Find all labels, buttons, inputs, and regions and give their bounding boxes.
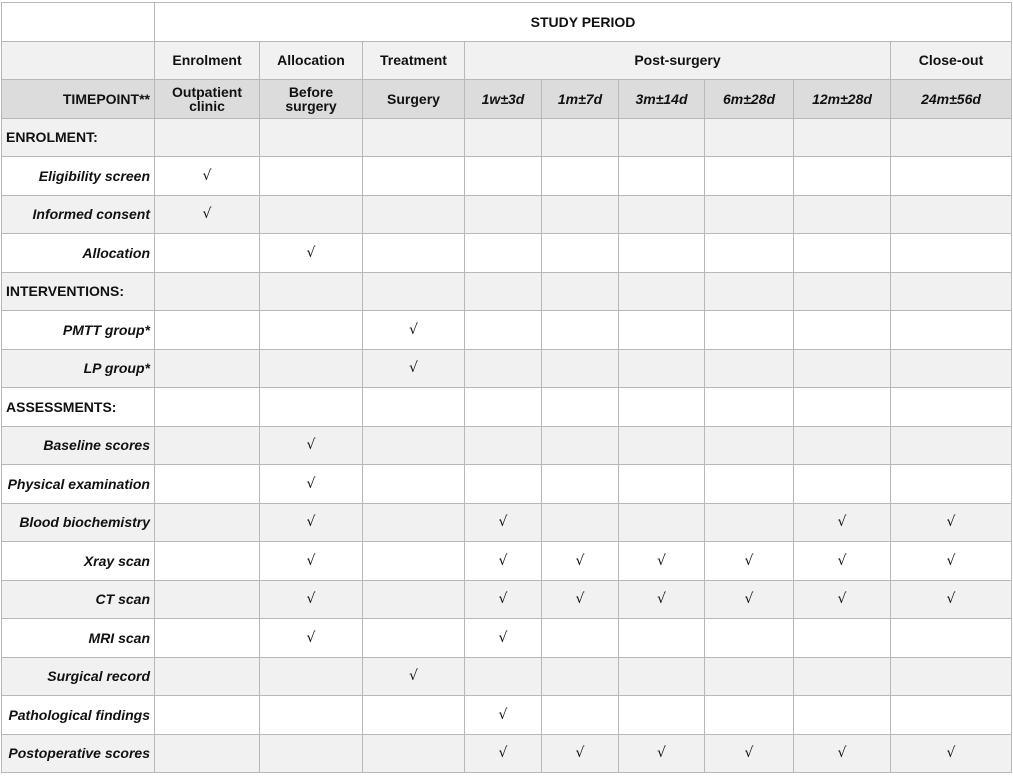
empty-cell: [465, 234, 542, 273]
empty-cell: [705, 696, 794, 735]
empty-cell: [705, 272, 794, 311]
empty-cell: [260, 388, 363, 427]
check-mark: √: [465, 580, 542, 619]
empty-cell: [260, 311, 363, 350]
check-mark: √: [705, 580, 794, 619]
empty-cell: [619, 272, 705, 311]
section-label: INTERVENTIONS:: [2, 272, 155, 311]
empty-cell: [705, 465, 794, 504]
check-mark: √: [260, 503, 363, 542]
section-label: ASSESSMENTS:: [2, 388, 155, 427]
row-label: Pathological findings: [2, 696, 155, 735]
empty-cell: [619, 465, 705, 504]
empty-cell: [155, 503, 260, 542]
empty-cell: [363, 503, 465, 542]
check-mark: √: [891, 542, 1012, 581]
empty-cell: [705, 657, 794, 696]
empty-cell: [891, 426, 1012, 465]
empty-cell: [542, 426, 619, 465]
timepoint-24m: 24m±56d: [891, 80, 1012, 119]
row-label: MRI scan: [2, 619, 155, 658]
empty-cell: [363, 580, 465, 619]
empty-cell: [465, 195, 542, 234]
row-label: Blood biochemistry: [2, 503, 155, 542]
schedule-row: [2, 272, 1012, 311]
empty-cell: [619, 349, 705, 388]
check-mark: √: [705, 734, 794, 773]
empty-cell: [542, 503, 619, 542]
empty-cell: [465, 388, 542, 427]
empty-cell: [705, 234, 794, 273]
schedule-row: [2, 696, 1012, 735]
check-mark: √: [794, 542, 891, 581]
row-label: Baseline scores: [2, 426, 155, 465]
check-mark: √: [542, 542, 619, 581]
empty-cell: [705, 195, 794, 234]
empty-cell: [155, 657, 260, 696]
spirit-schedule-table: [1, 2, 1012, 773]
empty-cell: [363, 195, 465, 234]
empty-cell: [794, 349, 891, 388]
empty-cell: [619, 195, 705, 234]
empty-cell: [542, 195, 619, 234]
empty-cell: [363, 734, 465, 773]
empty-cell: [619, 157, 705, 196]
check-mark: √: [891, 503, 1012, 542]
check-mark: √: [260, 465, 363, 504]
check-mark: √: [794, 503, 891, 542]
row-label: Allocation: [2, 234, 155, 273]
empty-cell: [260, 734, 363, 773]
empty-cell: [363, 426, 465, 465]
empty-cell: [155, 311, 260, 350]
empty-cell: [155, 272, 260, 311]
empty-cell: [155, 118, 260, 157]
empty-cell: [260, 696, 363, 735]
check-mark: √: [542, 734, 619, 773]
empty-cell: [465, 118, 542, 157]
schedule-row: [2, 195, 1012, 234]
empty-cell: [155, 234, 260, 273]
schedule-row: [2, 234, 1012, 273]
empty-cell: [705, 388, 794, 427]
schedule-row: [2, 157, 1012, 196]
empty-cell: [542, 657, 619, 696]
empty-cell: [465, 465, 542, 504]
empty-cell: [891, 311, 1012, 350]
empty-cell: [260, 272, 363, 311]
check-mark: √: [363, 349, 465, 388]
empty-cell: [363, 118, 465, 157]
empty-cell: [619, 311, 705, 350]
empty-cell: [155, 465, 260, 504]
schedule-row: [2, 349, 1012, 388]
check-mark: √: [465, 503, 542, 542]
timepoint-label: TIMEPOINT**: [2, 80, 155, 119]
empty-cell: [891, 157, 1012, 196]
empty-cell: [363, 696, 465, 735]
schedule-row: [2, 465, 1012, 504]
check-mark: √: [619, 734, 705, 773]
row-label: PMTT group*: [2, 311, 155, 350]
schedule-row: [2, 580, 1012, 619]
empty-cell: [465, 349, 542, 388]
phase-close-out: Close-out: [891, 41, 1012, 80]
timepoint-before-surgery: Before surgery: [260, 80, 363, 119]
schedule-row: [2, 118, 1012, 157]
row-label: Xray scan: [2, 542, 155, 581]
empty-cell: [363, 157, 465, 196]
check-mark: √: [363, 311, 465, 350]
timepoint-surgery: Surgery: [363, 80, 465, 119]
empty-cell: [619, 696, 705, 735]
check-mark: √: [891, 580, 1012, 619]
empty-cell: [260, 349, 363, 388]
empty-cell: [465, 272, 542, 311]
check-mark: √: [465, 542, 542, 581]
section-label: ENROLMENT:: [2, 118, 155, 157]
empty-cell: [705, 426, 794, 465]
empty-cell: [542, 388, 619, 427]
empty-cell: [705, 349, 794, 388]
empty-cell: [794, 118, 891, 157]
empty-cell: [155, 580, 260, 619]
phase-enrolment: Enrolment: [155, 41, 260, 80]
corner-cell: [2, 3, 155, 42]
row-label: Surgical record: [2, 657, 155, 696]
timepoint-3m: 3m±14d: [619, 80, 705, 119]
check-mark: √: [465, 734, 542, 773]
empty-cell: [794, 272, 891, 311]
empty-cell: [155, 388, 260, 427]
empty-cell: [465, 657, 542, 696]
empty-cell: [619, 503, 705, 542]
empty-cell: [705, 157, 794, 196]
check-mark: √: [155, 195, 260, 234]
empty-cell: [155, 734, 260, 773]
empty-cell: [705, 619, 794, 658]
empty-cell: [619, 234, 705, 273]
empty-cell: [465, 426, 542, 465]
empty-cell: [363, 272, 465, 311]
check-mark: √: [260, 619, 363, 658]
schedule-row: [2, 734, 1012, 773]
study-period-row: [2, 3, 1012, 42]
check-mark: √: [465, 696, 542, 735]
empty-cell: [891, 195, 1012, 234]
empty-cell: [891, 388, 1012, 427]
empty-cell: [155, 619, 260, 658]
empty-cell: [363, 542, 465, 581]
empty-cell: [794, 426, 891, 465]
empty-cell: [794, 388, 891, 427]
empty-cell: [891, 465, 1012, 504]
empty-cell: [542, 118, 619, 157]
empty-cell: [891, 619, 1012, 658]
timepoint-6m: 6m±28d: [705, 80, 794, 119]
empty-cell: [619, 619, 705, 658]
schedule-row: [2, 657, 1012, 696]
empty-cell: [542, 349, 619, 388]
empty-cell: [794, 619, 891, 658]
empty-cell: [794, 234, 891, 273]
check-mark: √: [260, 234, 363, 273]
empty-cell: [542, 465, 619, 504]
check-mark: √: [465, 619, 542, 658]
study-period-header: STUDY PERIOD: [155, 3, 1012, 42]
row-label: LP group*: [2, 349, 155, 388]
empty-cell: [260, 195, 363, 234]
empty-cell: [542, 311, 619, 350]
schedule-row: [2, 542, 1012, 581]
timepoint-1w: 1w±3d: [465, 80, 542, 119]
empty-cell: [705, 118, 794, 157]
empty-cell: [542, 696, 619, 735]
schedule-row: [2, 619, 1012, 658]
empty-cell: [794, 696, 891, 735]
empty-cell: [155, 426, 260, 465]
check-mark: √: [363, 657, 465, 696]
empty-cell: [619, 426, 705, 465]
timepoint-1m: 1m±7d: [542, 80, 619, 119]
empty-cell: [155, 542, 260, 581]
empty-cell: [542, 619, 619, 658]
empty-cell: [260, 157, 363, 196]
phase-allocation: Allocation: [260, 41, 363, 80]
empty-cell: [260, 118, 363, 157]
schedule-row: [2, 426, 1012, 465]
row-label: Postoperative scores: [2, 734, 155, 773]
empty-cell: [542, 234, 619, 273]
check-mark: √: [542, 580, 619, 619]
empty-cell: [891, 657, 1012, 696]
empty-cell: [891, 118, 1012, 157]
empty-cell: [619, 118, 705, 157]
empty-cell: [155, 696, 260, 735]
empty-cell: [363, 465, 465, 504]
phase-treatment: Treatment: [363, 41, 465, 80]
empty-cell: [794, 195, 891, 234]
check-mark: √: [794, 580, 891, 619]
timepoint-row: [2, 80, 1012, 119]
check-mark: √: [260, 542, 363, 581]
check-mark: √: [260, 580, 363, 619]
empty-cell: [891, 696, 1012, 735]
schedule-row: [2, 388, 1012, 427]
empty-cell: [363, 388, 465, 427]
empty-cell: [891, 234, 1012, 273]
check-mark: √: [891, 734, 1012, 773]
empty-cell: [891, 272, 1012, 311]
empty-cell: [794, 657, 891, 696]
phase-corner-cell: [2, 41, 155, 80]
empty-cell: [794, 465, 891, 504]
empty-cell: [542, 272, 619, 311]
check-mark: √: [260, 426, 363, 465]
schedule-row: [2, 503, 1012, 542]
timepoint-outpatient-clinic: Outpatient clinic: [155, 80, 260, 119]
empty-cell: [619, 388, 705, 427]
empty-cell: [363, 234, 465, 273]
check-mark: √: [619, 580, 705, 619]
check-mark: √: [619, 542, 705, 581]
row-label: Physical examination: [2, 465, 155, 504]
schedule-row: [2, 311, 1012, 350]
empty-cell: [619, 657, 705, 696]
empty-cell: [465, 311, 542, 350]
row-label: Eligibility screen: [2, 157, 155, 196]
row-label: CT scan: [2, 580, 155, 619]
row-label: Informed consent: [2, 195, 155, 234]
timepoint-12m: 12m±28d: [794, 80, 891, 119]
empty-cell: [705, 311, 794, 350]
empty-cell: [794, 157, 891, 196]
empty-cell: [794, 311, 891, 350]
empty-cell: [260, 657, 363, 696]
empty-cell: [465, 157, 542, 196]
check-mark: √: [155, 157, 260, 196]
empty-cell: [155, 349, 260, 388]
phase-post-surgery: Post-surgery: [465, 41, 891, 80]
phase-row: [2, 41, 1012, 80]
check-mark: √: [705, 542, 794, 581]
empty-cell: [542, 157, 619, 196]
empty-cell: [363, 619, 465, 658]
check-mark: √: [794, 734, 891, 773]
empty-cell: [705, 503, 794, 542]
empty-cell: [891, 349, 1012, 388]
